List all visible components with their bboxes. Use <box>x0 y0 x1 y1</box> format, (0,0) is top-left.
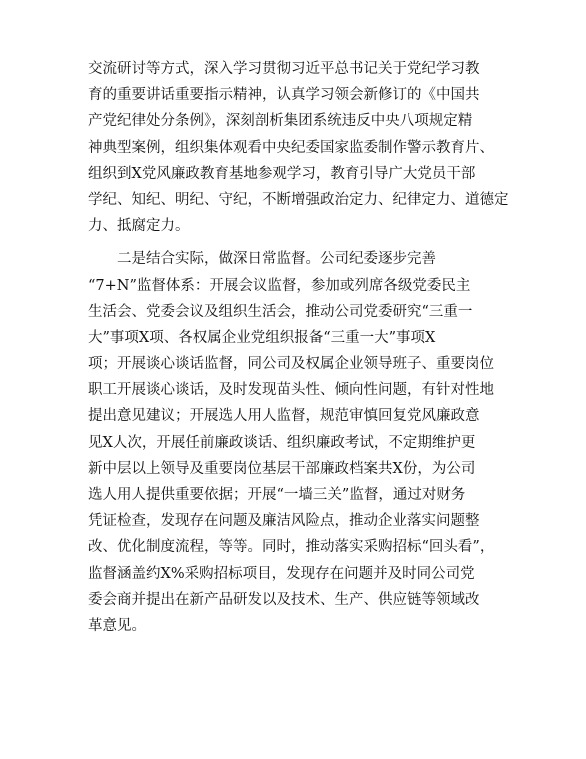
text-line: 力、抵腐定力。 <box>88 218 190 235</box>
document-page <box>88 56 509 639</box>
paragraph-2 <box>88 246 498 639</box>
text-line: 交流研讨等方式，深入学习贯彻习近平总书记关于党纪学习教 <box>88 61 480 77</box>
text-line: 提出意见建议；开展选人用人监督，规范审慎回复党风廉政意 <box>88 408 480 425</box>
text-line: 监督涵盖约X%采购招标项目，发现存在问题并及时同公司党 <box>88 565 475 582</box>
text-line: 凭证检查，发现存在问题及廉洁风险点，推动企业落实问题整 <box>88 513 480 530</box>
text-line: 选人用人提供重要依据；开展“一墙三关”监督，通过对财务 <box>88 487 466 503</box>
text-line: 委会商并提出在新产品研发以及技术、生产、供应链等领域改 <box>88 591 480 608</box>
text-line: 产党纪律处分条例》，深刻剖析集团系统违反中央八项规定精 <box>88 113 473 130</box>
text-line: 改、优化制度流程，等等。同时，推动落实采购招标“回头看”， <box>88 539 495 556</box>
text-line: 二是结合实际，做深日常监督。公司纪委逐步完善 <box>88 251 436 268</box>
text-line: 育的重要讲话重要指示精神，认真学习领会新修订的《中国共 <box>88 87 480 104</box>
text-line: 见X人次，开展任前廉政谈话、组织廉政考试，不定期维护更 <box>88 434 476 451</box>
text-line: 项；开展谈心谈话监督，同公司及权属企业领导班子、重要岗位 <box>88 356 494 373</box>
text-line: 职工开展谈心谈话，及时发现苗头性、倾向性问题，有针对性地 <box>88 382 494 399</box>
text-line: 组织到X党风廉政教育基地参观学习，教育引导广大党员干部 <box>88 165 476 182</box>
text-line: 大”事项X项、各权属企业党组织报备“三重一大”事项X <box>88 329 436 346</box>
text-line: 学纪、知纪、明纪、守纪，不断增强政治定力、纪律定力、道德定 <box>88 191 509 208</box>
paragraph-1 <box>88 56 509 239</box>
text-line: 神典型案例，组织集体观看中央纪委国家监委制作警示教育片、 <box>88 139 494 156</box>
paragraph-spacer <box>88 239 498 246</box>
text-line: 生活会、党委会议及组织生活会，推动公司党委研究“三重一 <box>88 303 473 320</box>
text-line: “7+N”监督体系：开展会议监督，参加或列席各级党委民主 <box>88 277 471 294</box>
text-line: 新中层以上领导及重要岗位基层干部廉政档案共X份，为公司 <box>88 460 476 477</box>
text-line: 革意见。 <box>88 617 146 634</box>
